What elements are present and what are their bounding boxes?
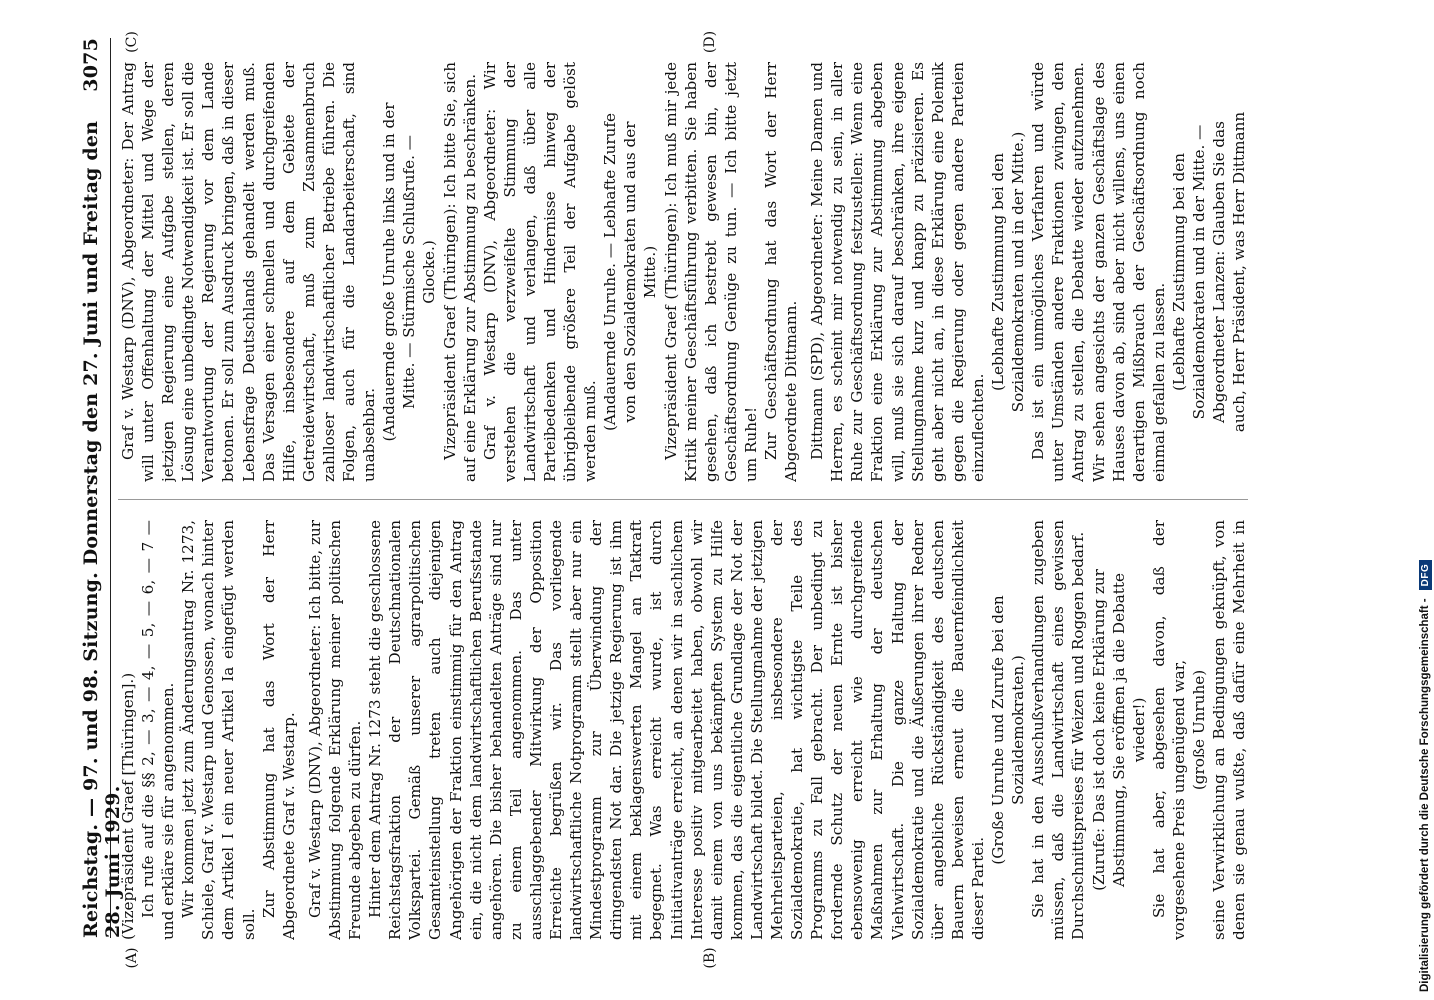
interjection: (Zurufe: Das ist doch keine Erklärung zur Abstimmung, Sie eröffnen ja die Debatte wieder!) [1089, 569, 1148, 891]
paragraph: Graf v. Westarp (DNV), Abgeordneter: Der Antrag will unter Offenhaltung der Mittel und Wege der jetzigen Regierung eine Aufgabe stellen, deren Lösung eine unbedingte Notwendigkeit ist. Er soll die Verantwortung der Regierung vor dem Lande betonen. Er soll zum Ausdruck bringen, daß in dieser Lebensfrage Deutschlands gehandelt werden muß. Das Versagen einer schnellen und durchgreifenden Hilfe, insbesondere auf dem Gebiete der Getreidewirtschaft, muß zum Zusammenbruch zahlloser landwirtschaftlicher Betriebe führen. Die Folgen, auch für die Landarbeiterschaft, sind unabsehbar. [119, 62, 379, 482]
paragraph: Wir kommen jetzt zum Änderungsantrag Nr. 1273, Schiele, Graf v. Westarp und Genossen, wonach hinter dem Artikel I ein neuer Artikel Ia eingefügt werden soll. [179, 520, 258, 940]
paragraph: Graf v. Westarp (DNV), Abgeordneter: Ich bitte, zur Abstimmung folgende Erklärung meiner politischen Freunde abgeben zu dürfen. [305, 520, 365, 940]
digitization-credit [1415, 12, 1434, 992]
right-column [118, 62, 1248, 482]
paragraph: Zur Geschäftsordnung hat das Wort der Herr Abgeordnete Dittmann. [762, 62, 801, 482]
margin-marker-d: (D) [702, 30, 718, 54]
paragraph: Sie hat in den Ausschußverhandlungen zugeben müssen, daß die Landwirtschaft eines gewissen Durchschnittspreises für Weizen und Roggen bedarf. [1029, 520, 1088, 940]
interjection: (Große Unruhe und Zurufe bei den Sozialdemokraten.) [989, 595, 1028, 865]
header-title: Reichstag. — 97. und 98. Sitzung. Donnerstag den 27. Juni und Freitag den 28. Juni 1929. [80, 120, 124, 938]
interjection: (große Unruhe) [1189, 669, 1208, 791]
paragraph: Sie hat aber, abgesehen davon, daß der vorgesehene Preis ungenügend war, [1149, 520, 1188, 940]
paragraph: Hinter dem Antrag Nr. 1273 steht die geschlossene Reichstagsfraktion der Deutschnationalen Volkspartei. Gemäß unserer agrarpolitischen Gesamteinstellung treten auch diejenigen Angehörigen der Fraktion einstimmig für den Antrag ein, die nicht dem landwirtschaftlichen Berufsstande angehören. Die bisher behandelten Anträge sind nur zu einem Teil angenommen. Das unter ausschlaggebender Mitwirkung der Opposition Erreichte begrüßen wir. Das vorliegende landwirtschaftliche Notprogramm stellt aber nur ein Mindestprogramm zur Überwindung der dringendsten Not dar. Die jetzige Regierung ist ihm mit einem beklagenswerten Mangel an Tatkraft begegnet. Was erreicht wurde, ist durch Initiativanträge erreicht, an denen wir in sachlichem Interesse positiv mitgearbeitet haben, obwohl wir damit einem von uns bekämpften System zu Hilfe kommen, das die eigentliche Grundlage der Not der Landwirtschaft bildet. Die Stellungnahme der jetzigen Mehrheitsparteien, insbesondere der Sozialdemokratie, hat wichtigste Teile des Programms zu Fall gebracht. Der unbedingt zu fordernde Schutz der neuen Ernte ist bisher ebensowenig erreicht wie durchgreifende Maßnahmen zur Erhaltung der deutschen Viehwirtschaft. Die ganze Haltung der Sozialdemokratie und die Äußerungen ihrer Redner über angebliche Rückständigkeit des deutschen Bauern beweisen erneut die Bauernfeindlichkeit dieser Partei. [366, 520, 987, 940]
paragraph: Graf v. Westarp (DNV), Abgeordneter: Wir verstehen die verzweifelte Stimmung der Landwirtschaft und verlangen, daß über alle Parteibedenken und Hindernisse hinweg der übrigbleibende größere Teil der Aufgabe gelöst werden muß. [480, 62, 600, 482]
interjection: (Andauernde große Unruhe links und in der Mitte. — Stürmische Schlußrufe. — Glocke.) [380, 102, 439, 442]
margin-marker-b: (B) [702, 947, 718, 969]
interjection: (Lebhafte Zustimmung bei den Sozialdemokraten und in der Mitte. — Abgeordneter Lanzen: Glauben Sie das auch, Herr Präsident, was Herr Dittmann [1169, 111, 1248, 433]
paragraph: (Vizepräsident Graef [Thüringen].) [119, 672, 137, 940]
margin-marker-c: (C) [124, 31, 140, 53]
paragraph: Zur Abstimmung hat das Wort der Herr Abgeordnete Graf v. Westarp. [259, 520, 298, 940]
dfg-logo: DFG [1419, 560, 1432, 591]
document-page [72, 0, 1372, 1000]
interjection: (Lebhafte Zustimmung bei den Sozialdemokraten und in der Mitte.) [989, 131, 1028, 413]
paragraph: seine Verwirklichung an Bedingungen geknüpft, von denen sie genau wußte, daß dafür eine Mehrheit in [1210, 520, 1248, 940]
margin-marker-a: (A) [124, 947, 140, 969]
paragraph: Vizepräsident Graef (Thüringen): Ich muß mir jede Kritik meiner Geschäftsführung verbitten. Sie haben gesehen, daß ich bestrebt gewesen bin, der Geschäftsordnung Genüge zu tun. — Ich bitte jetzt um Ruhe! [661, 62, 760, 482]
paragraph: Vizepräsident Graef (Thüringen): Ich bitte Sie, sich auf eine Erklärung zur Abstimmung zu beschränken. [440, 62, 479, 482]
credit-text: Digitalisierung gefördert durch die Deutsche Forschungsgemeinschaft - [1419, 598, 1431, 992]
paragraph: Ich rufe auf die §§ 2, — 3, — 4, — 5, — 6, — 7 — und erkläre sie für angenommen. [139, 520, 178, 940]
column-divider [118, 499, 1248, 500]
paragraph: Dittmann (SPD), Abgeordneter: Meine Damen und Herren, es scheint mir notwendig zu sein, in aller Ruhe zur Geschäftsordnung festzustellen: Wenn eine Fraktion eine Erklärung zur Abstimmung abgeben will, muß sie sich darauf beschränken, ihre eigene Stellungnahme kurz und knapp zu präzisieren. Es geht aber nicht an, in diese Erklärung eine Polemik gegen die Regierung oder gegen andere Parteien einzuflechten. [808, 62, 987, 482]
running-header [80, 38, 124, 938]
left-column [118, 520, 1248, 940]
interjection: (Andauernde Unruhe. — Lebhafte Zurufe von den Sozialdemokraten und aus der Mitte.) [601, 112, 660, 432]
page-number: 3075 [80, 38, 102, 92]
paragraph: Das ist ein unmögliches Verfahren und würde unter Umständen andere Fraktionen zwingen, den Antrag zu stellen, die Debatte wieder aufzunehmen. Wir sehen angesichts der ganzen Geschäftslage des Hauses davon ab, sind aber nicht willens, uns einen derartigen Mißbrauch der Geschäftsordnung noch einmal gefallen zu lassen. [1029, 62, 1168, 482]
